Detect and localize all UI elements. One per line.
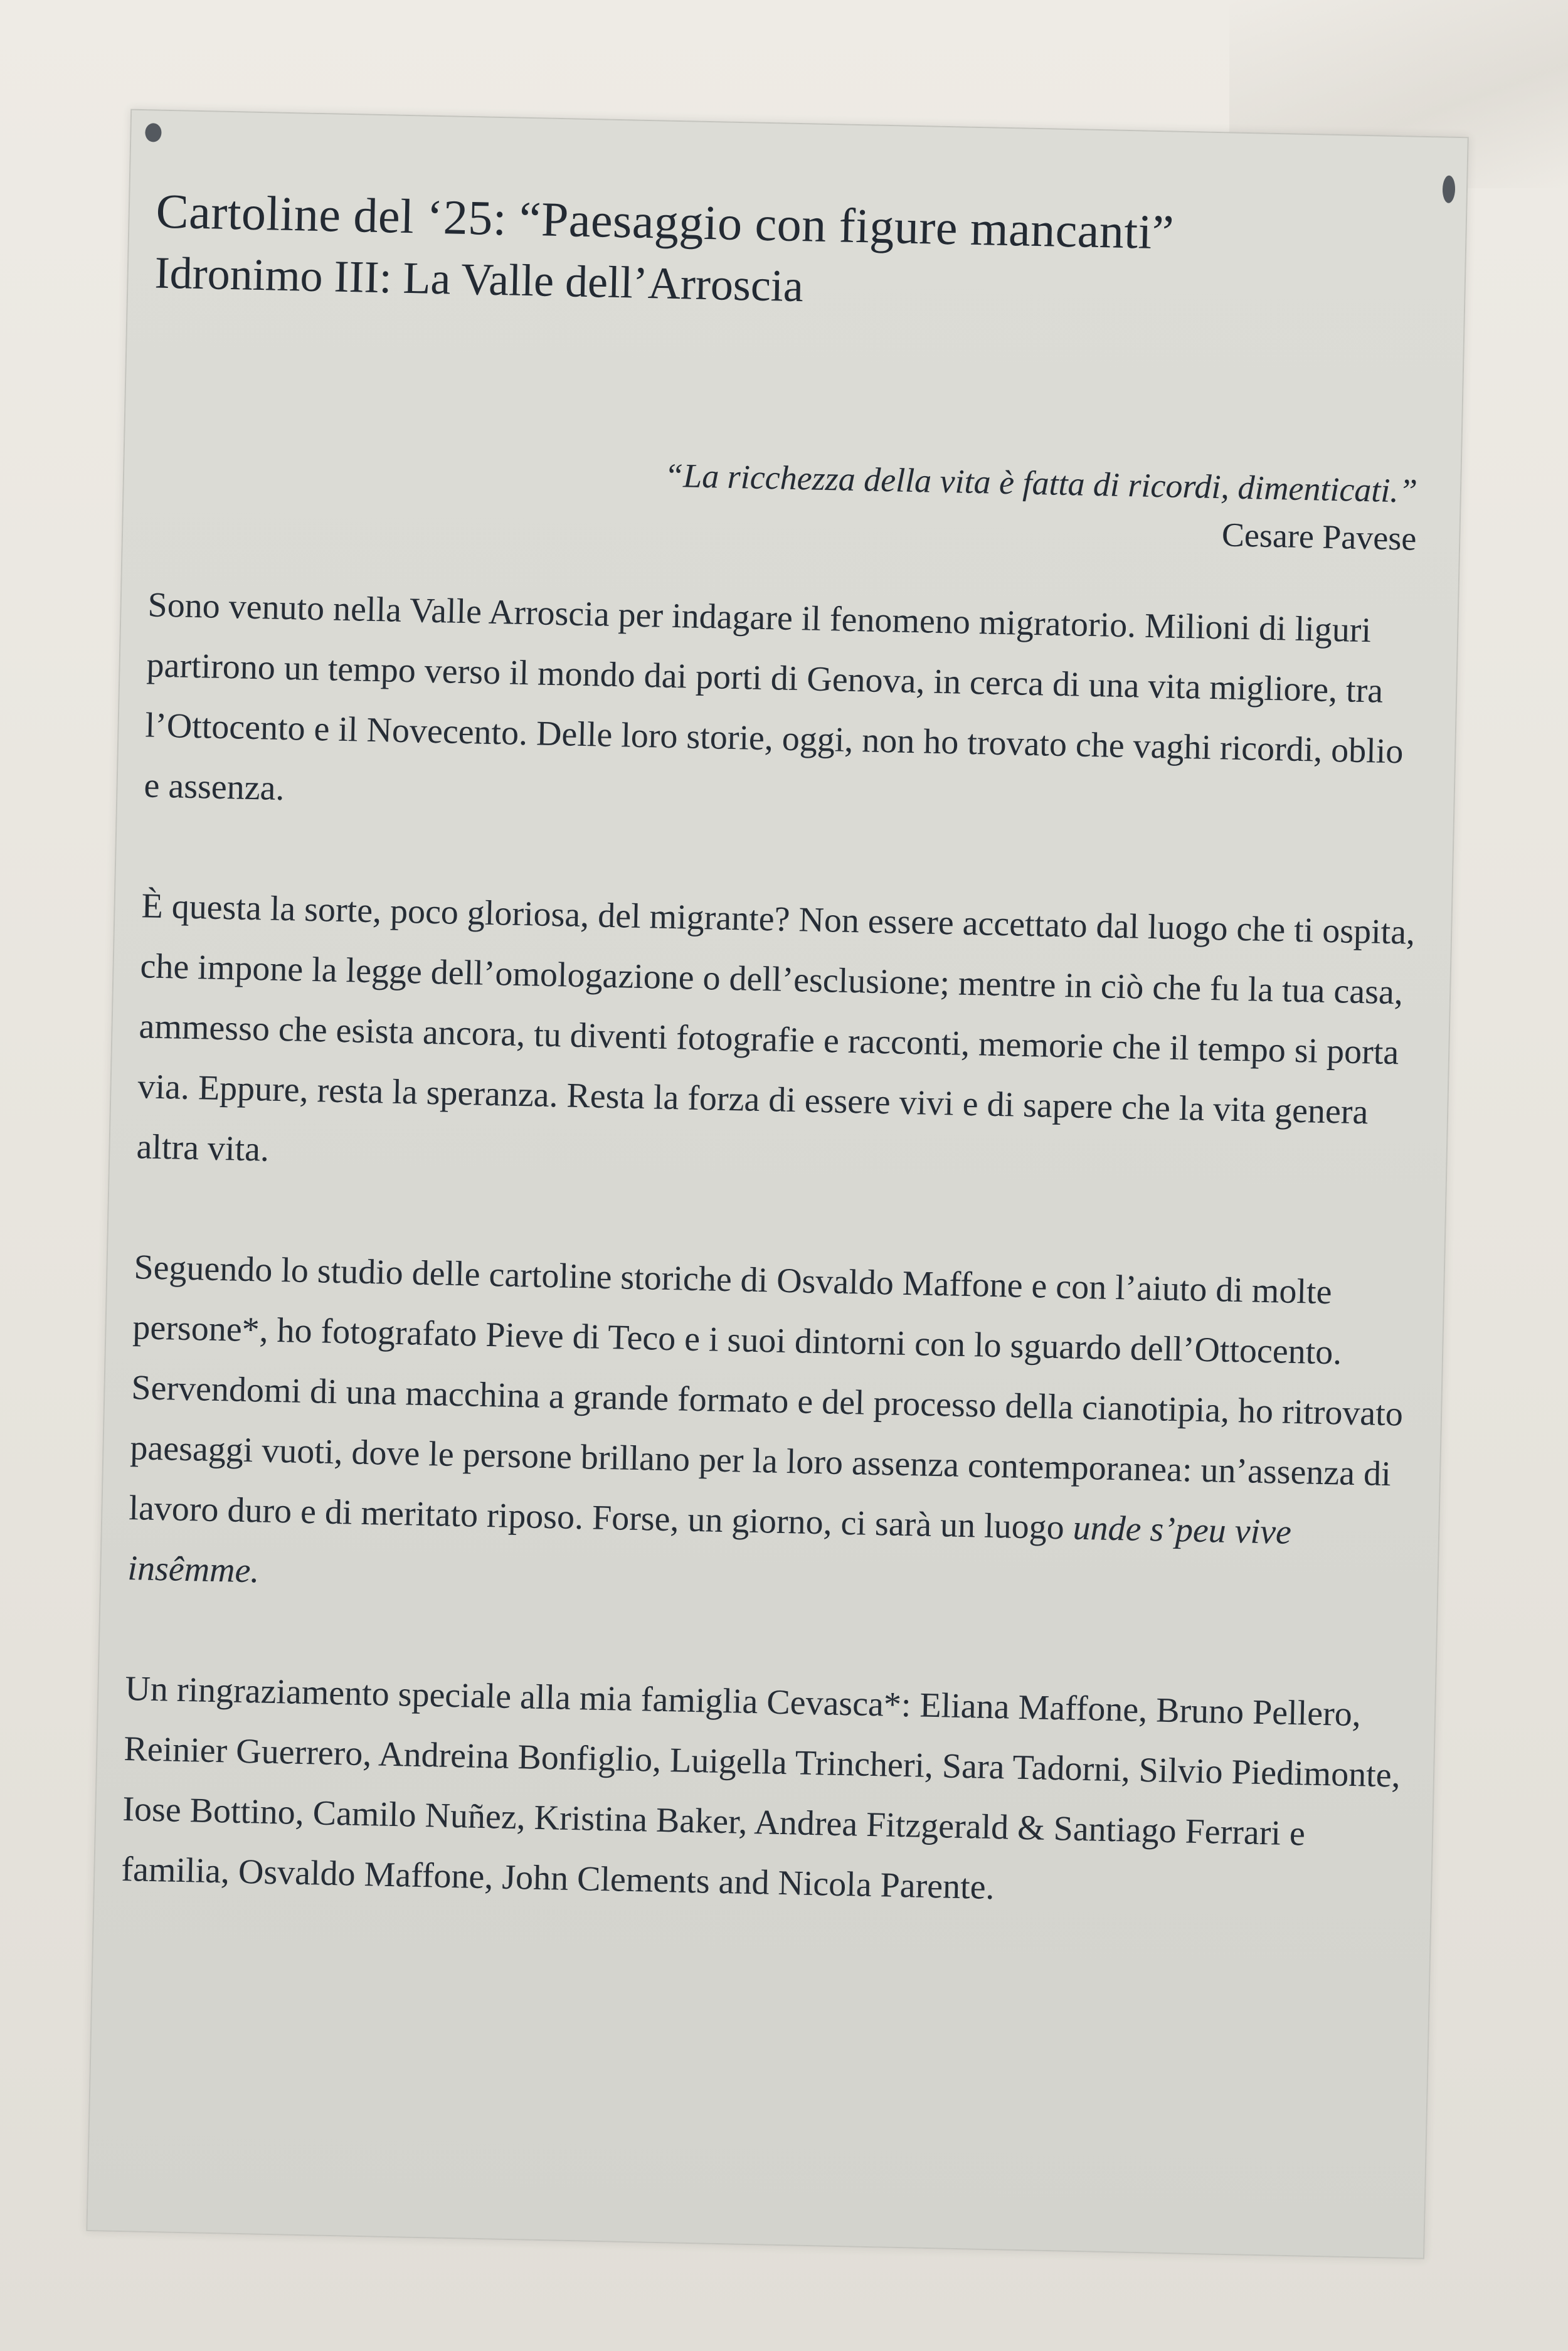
pin-icon — [145, 123, 162, 142]
cyanotype-print-sheet — [86, 109, 1468, 2259]
page-subtitle: Idronimo III: La Valle dell’Arroscia — [154, 247, 804, 312]
epigraph-author: Cesare Pavese — [1221, 516, 1417, 558]
paragraph-method — [127, 1237, 1414, 1625]
page-title: Cartoline del ‘25: “Paesaggio con figure mancanti” — [155, 183, 1175, 260]
dialect-phrase: unde s’peu vive insêmme. — [127, 1508, 1292, 1591]
paragraph-migrant: È questa la sorte, poco gloriosa, del migrante? Non essere accettato dal luogo che ti ospita, che impone la legge dell’omologazione o dell’esclusione; mentre in ciò che fu la tua casa, ammesso che esista ancora, tu diventi fotografie e racconti, memorie che il tempo si porta via. Eppure, resta la speranza. Resta la forza di essere vivi e di sapere che la vita genera altra vita. — [135, 886, 1416, 1169]
paragraph-acknowledgements: Un ringraziamento speciale alla mia famiglia Cevasca*: Eliana Maffone, Bruno Pellero, Reinier Guerrero, Andreina Bonfiglio, Luigella Trincheri, Sara Tadorni, Silvio Piedimonte, Iose Bottino, Camilo Nuñez, Kristina Baker, Andrea Fitzgerald & Santiago Ferrari e familia, Osvaldo Maffone, John Clements and Nicola Parente. — [120, 1669, 1401, 1908]
paragraph-intro: Sono venuto nella Valle Arroscia per indagare il fenomeno migratorio. Milioni di liguri partirono un tempo verso il mondo dai porti di Genova, in cerca di una vita migliore, tra l’Ottocento e il Novecento. Delle loro storie, oggi, non ho trovato che vaghi ricordi, oblio e assenza. — [143, 585, 1404, 809]
epigraph — [149, 440, 1431, 563]
epigraph-text: “La ricchezza della vita è fatta di ricordi, dimenticati.” — [664, 456, 1418, 510]
print-content — [120, 180, 1436, 1926]
paragraph-method-text: Seguendo lo studio delle cartoline storiche di Osvaldo Maffone e con l’aiuto di molte persone*, ho fotografato Pieve di Teco e i suoi dintorni con lo sguardo dell’Ottocento. Servendomi di una macchina a grande formato e del processo della cianotipia, ho ritrovato paesaggi vuoti, dove le persone brillano per la loro assenza contemporanea: un’assenza di lavoro duro e di meritato riposo. Forse, un giorno, ci sarà un luogo — [128, 1248, 1404, 1547]
pin-icon — [1443, 175, 1456, 203]
